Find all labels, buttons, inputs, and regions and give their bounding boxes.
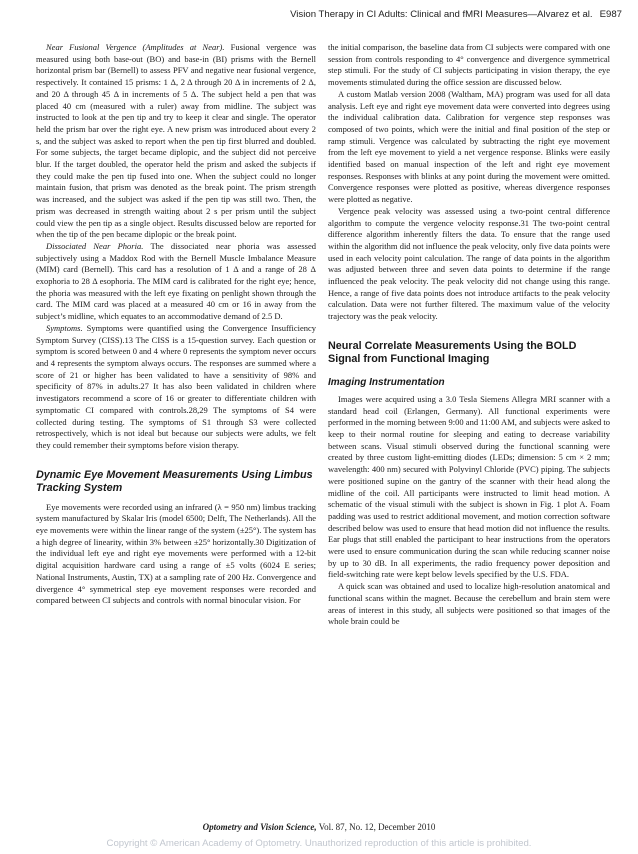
dnp-text: The dissociated near phoria was assessed subjectively using a Maddox Rod with the Bernell Muscle Imbalance Measure (MIM) card (Bernell). This card has a resolution of 1 Δ and a range of 28 Δ exophoria to 28 Δ esophoria. The MIM card is calibrated for the right eye; hence, the phoria was measured with the left eye fixating on penlight shown through the card. The MIM card was placed at a measured 40 cm or 16 in away from the subject’s midline, which equates to an accommodative demand of 2.5 D. — [36, 240, 316, 322]
running-head — [290, 9, 622, 20]
footer — [0, 822, 638, 832]
symptoms-text: Symptoms were quantified using the Convergence Insufficiency Symptom Survey (CISS).13 The CISS is a 15-question survey. Each question or symptom is scored between 0 and 4 where 0 represents the symptom never occurs and 4 represents the symptom always occurs. The responses are summed where a score of 21 or higher has been validated to have a sensitivity of 98% and specificity of 87% in adults.27 It has also been validated in children where investigators recommend a score of 16 or greater to differentiate children with symptomatic CI compared with controls.28,29 The symptoms of S4 were collected during testing. The symptoms of S1 through S3 were collected retrospectively, which is not ideal but because our subjects were adults, we felt they could remember their symptoms before vision therapy. — [36, 322, 316, 450]
paragraph-dissociated-near-phoria — [36, 241, 316, 323]
paragraph-near-fusional-vergence — [36, 42, 316, 241]
paragraph-continued: the initial comparison, the baseline data from CI subjects were compared with one session from controls responding to 4° convergence and divergence symmetrical step stimuli. For the study of CI subjects participating in vision therapy, the eye movements stimulated during the office session are discussed below. — [328, 42, 610, 88]
paragraph-quick-scan: A quick scan was obtained and used to localize high-resolution anatomical and functional scans within the magnet. Because the cerebellum and brain stem were areas of interest in this study, all subjects were positioned so that images of the whole brain could be — [328, 581, 610, 627]
right-column — [328, 42, 610, 628]
section-heading-neural-correlate: Neural Correlate Measurements Using the BOLD Signal from Functional Imaging — [328, 339, 577, 366]
left-column — [36, 42, 316, 607]
paragraph-matlab-analysis: A custom Matlab version 2008 (Waltham, MA) program was used for all data analysis. Left eye and right eye movement data were converted into degrees using the individual calibration data. Calibration for vergence step responses was composed of two points, which were the initial and final position of the step or ramp stimuli. Vergence was calculated by subtracting the right eye movement from the left eye movement to yield a net vergence response. Blinks were easily identified based on manual inspection of the left and right eye movement responses. Responses with blinks at any point during the movement were omitted. Convergence responses were plotted as positive, whereas divergence responses were plotted as negative. — [328, 88, 610, 205]
subheading-imaging-instrumentation: Imaging Instrumentation — [328, 376, 445, 388]
section-heading-eye-movement: Dynamic Eye Movement Measurements Using Limbus Tracking System — [36, 468, 313, 495]
run-in-heading-nfv: Near Fusional Vergence (Amplitudes at Near). — [46, 42, 225, 52]
paragraph-peak-velocity: Vergence peak velocity was assessed using a two-point central difference algorithm to compute the vergence velocity response.31 The two-point central difference algorithm inherently filters the data. To ensure that the range used within the algorithm did not influence the peak velocity, only five data points were used in each velocity point calculation. The range of data points in the algorithm was adjusted between three and seven data points to determine if the range influenced the peak velocity. The peak velocity did not change using this range. Hence, a range of five data points does not introduce artifacts to the peak velocity calculation. Data were not further filtered. The maximum value of the velocity trajectory was the peak velocity. — [328, 205, 610, 322]
journal-issue: Vol. 87, No. 12, December 2010 — [318, 822, 436, 832]
page-number: E987 — [599, 9, 622, 20]
paragraph-imaging: Images were acquired using a 3.0 Tesla Siemens Allegra MRI scanner with a standard head coil (Erlangen, Germany). All functional experiments were performed in the morning between 9:00 and 11:00 AM, and subjects were asked to keep to their normal routine for sleeping and eating to decrease variability between scans. Visual stimuli observed during the functional scanning were created by three custom light-emitting diodes (LEDs; dimension: 5 cm × 2 mm; wavelength: 400 nm) secured with Polyvinyl Chloride (PVC) piping. The subjects were positioned supine on the gantry of the scanner with their head along the midline of the coil. All participants were instructed to limit head motion. A schematic of the visual stimuli with the subject is shown in Fig. 1 plot A. Foam padding was used to restrict additional movement, and motion correction software described below was used to ensure that head motion did not influence the results. Ear plugs that still enabled the participant to hear instructions from the operators were used to ensure communication during the scan while reducing scanner noise by up to 30 dB. In all experiments, the radio frequency power deposition and field-switching rate were kept below levels specified by the U.S. FDA. — [328, 393, 610, 580]
paragraph-eye-movement: Eye movements were recorded using an infrared (λ = 950 nm) limbus tracking system manufactured by Skalar Iris (model 6500; Delft, The Netherlands). All the eye movements were within the linear range of the system (±25°). The system has a high degree of linearity, within 3% between ±25° horizontally.30 Digitization of the individual left eye and right eye movements were performed with a 12-bit digital acquisition hardware card using a range of ±5 volts (6024 E series; National Instruments, Austin, TX) at a sampling rate of 200 Hz. Convergence and divergence 4° symmetrical step eye movement responses were recorded and compared between CI subjects and controls with normal binocular vision. For — [36, 501, 316, 606]
journal-name: Optometry and Vision Science, — [202, 822, 317, 832]
run-in-heading-symptoms: Symptoms. — [46, 322, 83, 333]
paragraph-symptoms — [36, 323, 316, 452]
copyright-notice: Copyright © American Academy of Optometry. Unauthorized reproduction of this article is prohibited. — [106, 838, 532, 849]
nfv-text: Fusional vergence was measured using both base-out (BO) and base-in (BI) prisms with the Bernell horizontal prism bar (Bernell) to assess PFV and negative near fusional vergence, respectively. It contained 15 prisms: 1 Δ, 2 Δ through 20 Δ in increments of 2 Δ, and 20 Δ through 45 Δ in increments of 5 Δ. The subject held a pen that was placed 40 cm (measured with a ruler) away from midline. The subject was instructed to look at the pen tip and try to keep it clear and single. The operator held the prism bar over the right eye. A new prism was introduced about every 2 s, and the subject was asked to report when the pen tip first blurred and doubled. For some subjects, the target became diplopic, and the subject did not perceive blur. If the target doubled, the operator held the prism and asked the subjects if they could make the pen tip fused into one. When the subject could no longer maintain fusion, that prism was denoted as the break point. The prism strength was increased, and the subject was asked if the pen tip was still two. Then, the prism was decreased in strength waiting about 2 s per prism until the subject could view the pen tip as a single object. Results discussed below are reported for when the tip of the pen became diplopic or the break point. — [36, 42, 317, 240]
running-title: Vision Therapy in CI Adults: Clinical and fMRI Measures—Alvarez et al. — [290, 9, 593, 20]
run-in-heading-dnp: Dissociated Near Phoria. — [46, 240, 144, 251]
